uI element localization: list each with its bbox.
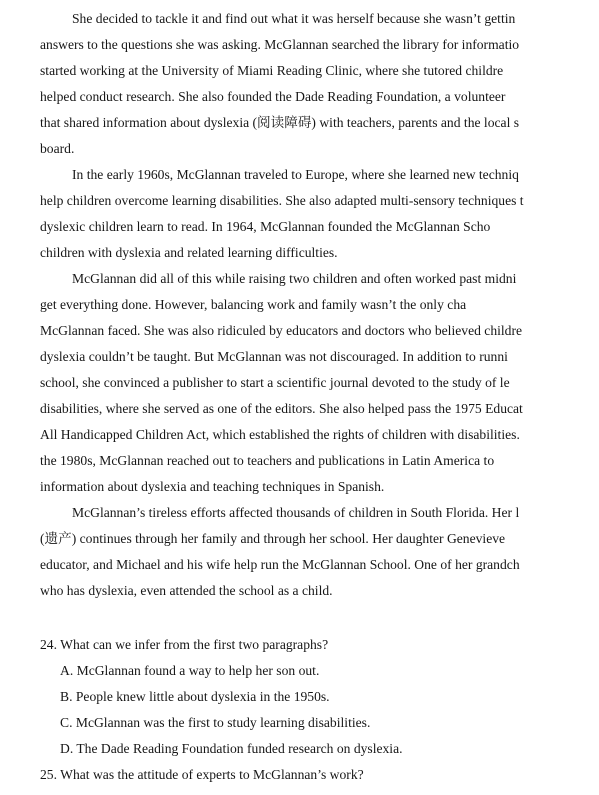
question-25-stem: 25. What was the attitude of experts to McGlannan’s work? xyxy=(40,767,364,782)
passage-line: (遗产) continues through her family and through her school. Her daughter Genevieve xyxy=(40,531,506,546)
passage-line: McGlannan did all of this while raising two children and often worked past midni xyxy=(72,271,517,286)
passage-line: started working at the University of Miami Reading Clinic, where she tutored childre xyxy=(40,63,504,78)
passage-line: get everything done. However, balancing work and family wasn’t the only cha xyxy=(40,297,467,312)
passage-line: information about dyslexia and teaching techniques in Spanish. xyxy=(40,479,385,494)
passage-line: In the early 1960s, McGlannan traveled to Europe, where she learned new techniq xyxy=(72,167,519,182)
passage-line: the 1980s, McGlannan reached out to teachers and publications in Latin America to xyxy=(40,453,495,468)
question-24-option-d: D. The Dade Reading Foundation funded research on dyslexia. xyxy=(60,741,403,756)
passage-line: dyslexic children learn to read. In 1964, McGlannan founded the McGlannan Scho xyxy=(40,219,491,234)
passage-line: who has dyslexia, even attended the school as a child. xyxy=(40,583,333,598)
question-24-option-c: C. McGlannan was the first to study learning disabilities. xyxy=(60,715,371,730)
passage-line: board. xyxy=(40,141,75,156)
question-24-stem: 24. What can we infer from the first two paragraphs? xyxy=(40,637,329,652)
passage-line: that shared information about dyslexia (阅读障碍) with teachers, parents and the local s xyxy=(40,115,520,130)
passage-line: McGlannan faced. She was also ridiculed by educators and doctors who believed childre xyxy=(40,323,523,338)
passage-line: helped conduct research. She also founded the Dade Reading Foundation, a volunteer xyxy=(40,89,506,104)
passage-line: answers to the questions she was asking. McGlannan searched the library for informatio xyxy=(40,37,520,52)
passage-line: McGlannan’s tireless efforts affected thousands of children in South Florida. Her l xyxy=(72,505,520,520)
passage-line: All Handicapped Children Act, which established the rights of children with disabilities. xyxy=(40,427,520,442)
question-24-option-a: A. McGlannan found a way to help her son out. xyxy=(60,663,320,678)
passage-line: children with dyslexia and related learning difficulties. xyxy=(40,245,338,260)
passage-line: school, she convinced a publisher to start a scientific journal devoted to the study of le xyxy=(40,375,510,390)
passage-line: disabilities, where she served as one of the editors. She also helped pass the 1975 Educat xyxy=(40,401,523,416)
passage-line: help children overcome learning disabilities. She also adapted multi-sensory techniques t xyxy=(40,193,524,208)
question-24-option-b: B. People knew little about dyslexia in the 1950s. xyxy=(60,689,330,704)
passage-line: She decided to tackle it and find out what it was herself because she wasn’t gettin xyxy=(72,11,516,26)
passage-line: educator, and Michael and his wife help run the McGlannan School. One of her grandch xyxy=(40,557,520,572)
passage-line: dyslexia couldn’t be taught. But McGlannan was not discouraged. In addition to runni xyxy=(40,349,508,364)
